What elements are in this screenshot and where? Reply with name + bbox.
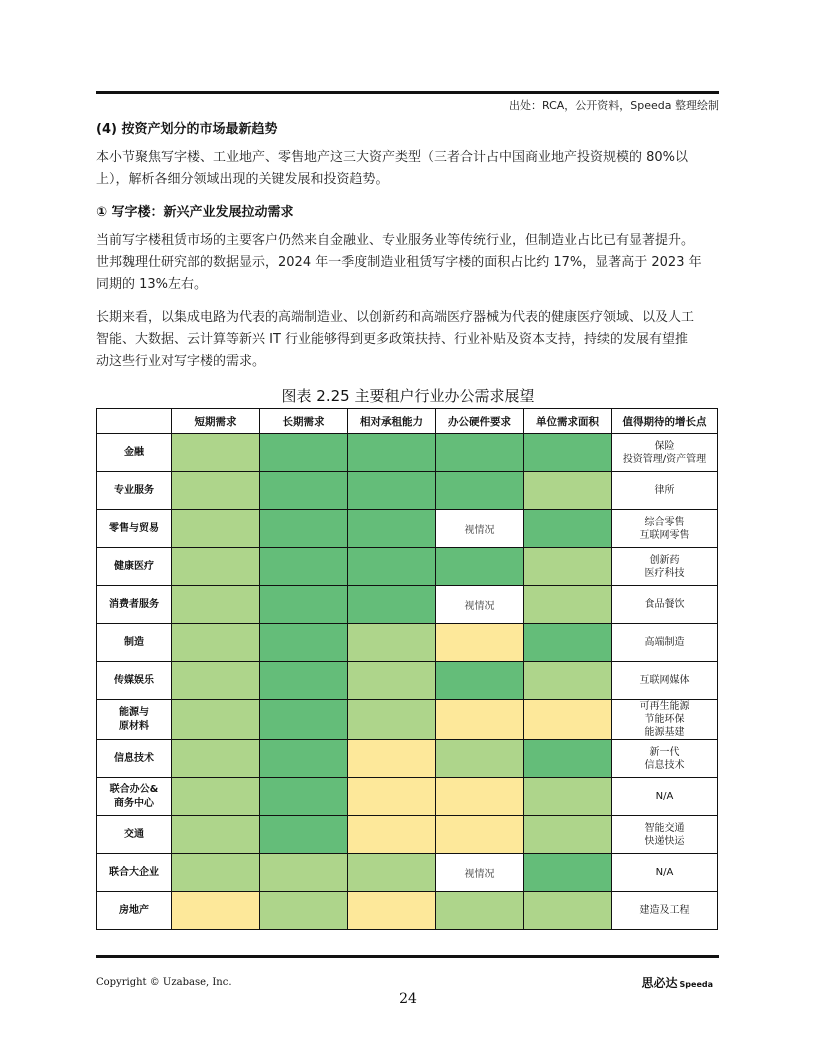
rating-cell-yellow <box>348 892 436 930</box>
paragraph-2 <box>96 307 720 373</box>
rating-cell-dark <box>524 854 612 892</box>
row-label-line: 消费者服务 <box>109 598 159 610</box>
growth-line: 建造及工程 <box>639 905 690 916</box>
rating-cell-yellow <box>436 778 524 816</box>
rating-cell-yellow <box>436 700 524 740</box>
row-label <box>97 662 172 700</box>
rating-cell-dark <box>436 548 524 586</box>
rating-cell-yellow <box>436 816 524 854</box>
paragraph-1 <box>96 230 720 296</box>
row-label <box>97 472 172 510</box>
para1-line: 当前写字楼租赁市场的主要客户仍然来自金融业、专业服务业等传统行业，但制造业占比已有显著提升。 <box>96 233 695 248</box>
rating-cell-yellow <box>348 816 436 854</box>
table-row <box>97 624 718 662</box>
column-header: 值得期待的增长点 <box>612 409 718 434</box>
table-row <box>97 778 718 816</box>
growth-line: 信息技术 <box>644 759 685 771</box>
rating-cell-text: 视情况 <box>436 510 524 548</box>
growth-point <box>612 434 718 472</box>
row-label-line: 传媒娱乐 <box>114 674 154 686</box>
rating-cell-dark <box>260 586 348 624</box>
growth-point <box>612 740 718 778</box>
table-row <box>97 472 718 510</box>
logo-en: Speeda <box>679 980 713 989</box>
rating-cell-dark <box>260 778 348 816</box>
rating-cell-light <box>172 586 260 624</box>
rating-cell-dark <box>348 586 436 624</box>
growth-line: 创新药 <box>649 554 680 566</box>
rating-cell-yellow <box>436 624 524 662</box>
row-label-line: 健康医疗 <box>114 560 154 572</box>
growth-line: 保险 <box>654 440 675 452</box>
rating-cell-light <box>524 548 612 586</box>
row-label <box>97 700 172 740</box>
row-label-line: 原材料 <box>119 720 149 732</box>
table-row <box>97 816 718 854</box>
rating-cell-dark <box>260 624 348 662</box>
rating-cell-light <box>524 778 612 816</box>
growth-point <box>612 662 718 700</box>
table-body <box>97 434 718 930</box>
table-row <box>97 700 718 740</box>
rating-cell-light <box>172 740 260 778</box>
rating-cell-dark <box>348 434 436 472</box>
growth-line: 可再生能源 <box>639 701 690 712</box>
growth-point <box>612 548 718 586</box>
growth-line: N/A <box>655 791 674 802</box>
rating-cell-dark <box>524 624 612 662</box>
rating-cell-dark <box>436 662 524 700</box>
column-header <box>97 409 172 434</box>
demand-outlook-table <box>96 408 718 930</box>
intro-line: 本小节聚焦写字楼、工业地产、零售地产这三大资产类型（三者合计占中国商业地产投资规模的 80%以 <box>96 150 689 165</box>
table-row <box>97 586 718 624</box>
source-note: 出处：RCA，公开资料，Speeda 整理绘制 <box>508 99 719 112</box>
rating-cell-yellow <box>348 778 436 816</box>
rating-cell-light <box>524 472 612 510</box>
copyright: Copyright © Uzabase, Inc. <box>96 977 232 988</box>
rating-cell-light <box>260 892 348 930</box>
growth-line: 智能交通 <box>644 822 685 834</box>
row-label-line: 交通 <box>124 828 144 840</box>
rating-cell-dark <box>348 510 436 548</box>
table-row <box>97 548 718 586</box>
para2-line: 长期来看，以集成电路为代表的高端制造业、以创新药和高端医疗器械为代表的健康医疗领域、以及人工 <box>96 310 695 325</box>
rating-cell-text: 视情况 <box>436 586 524 624</box>
growth-line: 食品餐饮 <box>644 599 685 610</box>
row-label-line: 零售与贸易 <box>109 522 159 534</box>
rating-cell-light <box>524 662 612 700</box>
row-label <box>97 434 172 472</box>
row-label-line: 房地产 <box>119 904 149 916</box>
rating-cell-light <box>524 816 612 854</box>
row-label <box>97 816 172 854</box>
rating-cell-light <box>172 778 260 816</box>
growth-point <box>612 778 718 816</box>
growth-line: 能源基建 <box>644 727 685 738</box>
rating-cell-light <box>172 472 260 510</box>
rating-cell-dark <box>348 472 436 510</box>
rating-cell-light <box>172 624 260 662</box>
header-rule <box>96 91 719 94</box>
column-header: 相对承租能力 <box>348 409 436 434</box>
rating-cell-dark <box>260 662 348 700</box>
table-row <box>97 892 718 930</box>
row-label-line: 能源与 <box>119 706 149 718</box>
rating-cell-light <box>172 700 260 740</box>
rating-cell-light <box>348 624 436 662</box>
rating-cell-dark <box>260 472 348 510</box>
growth-line: 新一代 <box>649 746 680 758</box>
row-label-line: 信息技术 <box>114 752 154 764</box>
growth-line: 快递快运 <box>644 835 685 847</box>
header-row <box>97 409 718 434</box>
row-label-line: 制造 <box>124 636 144 648</box>
rating-cell-light <box>172 510 260 548</box>
rating-cell-light <box>348 854 436 892</box>
rating-cell-dark <box>260 548 348 586</box>
growth-point <box>612 624 718 662</box>
footer-rule <box>96 955 719 958</box>
rating-cell-dark <box>524 434 612 472</box>
rating-cell-light <box>172 662 260 700</box>
rating-cell-light <box>172 434 260 472</box>
row-label <box>97 740 172 778</box>
row-label-line: 联合大企业 <box>109 866 159 878</box>
para1-line: 同期的 13%左右。 <box>96 277 208 292</box>
sub-heading: ① 写字楼：新兴产业发展拉动需求 <box>96 205 294 220</box>
rating-cell-light <box>172 548 260 586</box>
row-label-line: 金融 <box>124 446 144 458</box>
row-label <box>97 778 172 816</box>
table-header <box>97 409 718 434</box>
rating-cell-light <box>172 854 260 892</box>
growth-point <box>612 510 718 548</box>
growth-line: 互联网零售 <box>639 529 690 541</box>
rating-cell-dark <box>524 740 612 778</box>
figure-title: 图表 2.25 主要租户行业办公需求展望 <box>281 387 535 405</box>
intro-paragraph <box>96 147 720 191</box>
column-header: 单位需求面积 <box>524 409 612 434</box>
rating-cell-light <box>260 854 348 892</box>
rating-cell-dark <box>260 510 348 548</box>
table-row <box>97 740 718 778</box>
rating-cell-light <box>172 816 260 854</box>
rating-cell-light <box>348 700 436 740</box>
rating-cell-light <box>524 892 612 930</box>
table-row <box>97 434 718 472</box>
rating-cell-dark <box>436 434 524 472</box>
row-label <box>97 624 172 662</box>
brand-logo <box>642 974 713 991</box>
growth-line: 律所 <box>654 485 675 496</box>
column-header: 长期需求 <box>260 409 348 434</box>
growth-line: 节能环保 <box>644 714 685 725</box>
rating-cell-light <box>436 892 524 930</box>
row-label <box>97 586 172 624</box>
rating-cell-light <box>436 740 524 778</box>
growth-line: N/A <box>655 867 674 878</box>
rating-cell-dark <box>260 434 348 472</box>
row-label-line: 联合办公& <box>109 783 159 795</box>
rating-cell-light <box>348 662 436 700</box>
table-row <box>97 510 718 548</box>
rating-cell-dark <box>348 548 436 586</box>
table-row <box>97 662 718 700</box>
rating-cell-text: 视情况 <box>436 854 524 892</box>
row-label <box>97 548 172 586</box>
growth-point <box>612 816 718 854</box>
table-row <box>97 854 718 892</box>
rating-cell-dark <box>524 510 612 548</box>
para1-line: 世邦魏理仕研究部的数据显示，2024 年一季度制造业租赁写字楼的面积占比约 17%，显著高于 2023 年 <box>96 255 702 270</box>
row-label <box>97 892 172 930</box>
column-header: 短期需求 <box>172 409 260 434</box>
para2-line: 动这些行业对写字楼的需求。 <box>96 354 266 369</box>
growth-line: 投资管理/资产管理 <box>622 453 707 465</box>
growth-point <box>612 472 718 510</box>
rating-cell-dark <box>260 700 348 740</box>
section-heading: (4) 按资产划分的市场最新趋势 <box>96 122 278 137</box>
growth-line: 互联网媒体 <box>639 675 690 686</box>
rating-cell-dark <box>436 472 524 510</box>
page-number: 24 <box>399 991 417 1007</box>
rating-cell-dark <box>260 740 348 778</box>
row-label <box>97 854 172 892</box>
growth-point <box>612 892 718 930</box>
growth-point <box>612 700 718 740</box>
intro-line: 上），解析各细分领域出现的关键发展和投资趋势。 <box>96 172 389 187</box>
row-label-line: 商务中心 <box>114 797 154 809</box>
rating-cell-yellow <box>348 740 436 778</box>
column-header: 办公硬件要求 <box>436 409 524 434</box>
rating-cell-dark <box>260 816 348 854</box>
para2-line: 智能、大数据、云计算等新兴 IT 行业能够得到更多政策扶持、行业补贴及资本支持，持续的发展有望推 <box>96 332 689 347</box>
rating-cell-yellow <box>172 892 260 930</box>
row-label <box>97 510 172 548</box>
growth-line: 高端制造 <box>644 637 685 648</box>
rating-cell-yellow <box>524 700 612 740</box>
rating-cell-light <box>524 586 612 624</box>
growth-line: 医疗科技 <box>644 567 685 579</box>
growth-point <box>612 854 718 892</box>
logo-cn: 思必达 <box>641 976 678 990</box>
row-label-line: 专业服务 <box>114 484 154 496</box>
growth-point <box>612 586 718 624</box>
growth-line: 综合零售 <box>644 516 685 528</box>
